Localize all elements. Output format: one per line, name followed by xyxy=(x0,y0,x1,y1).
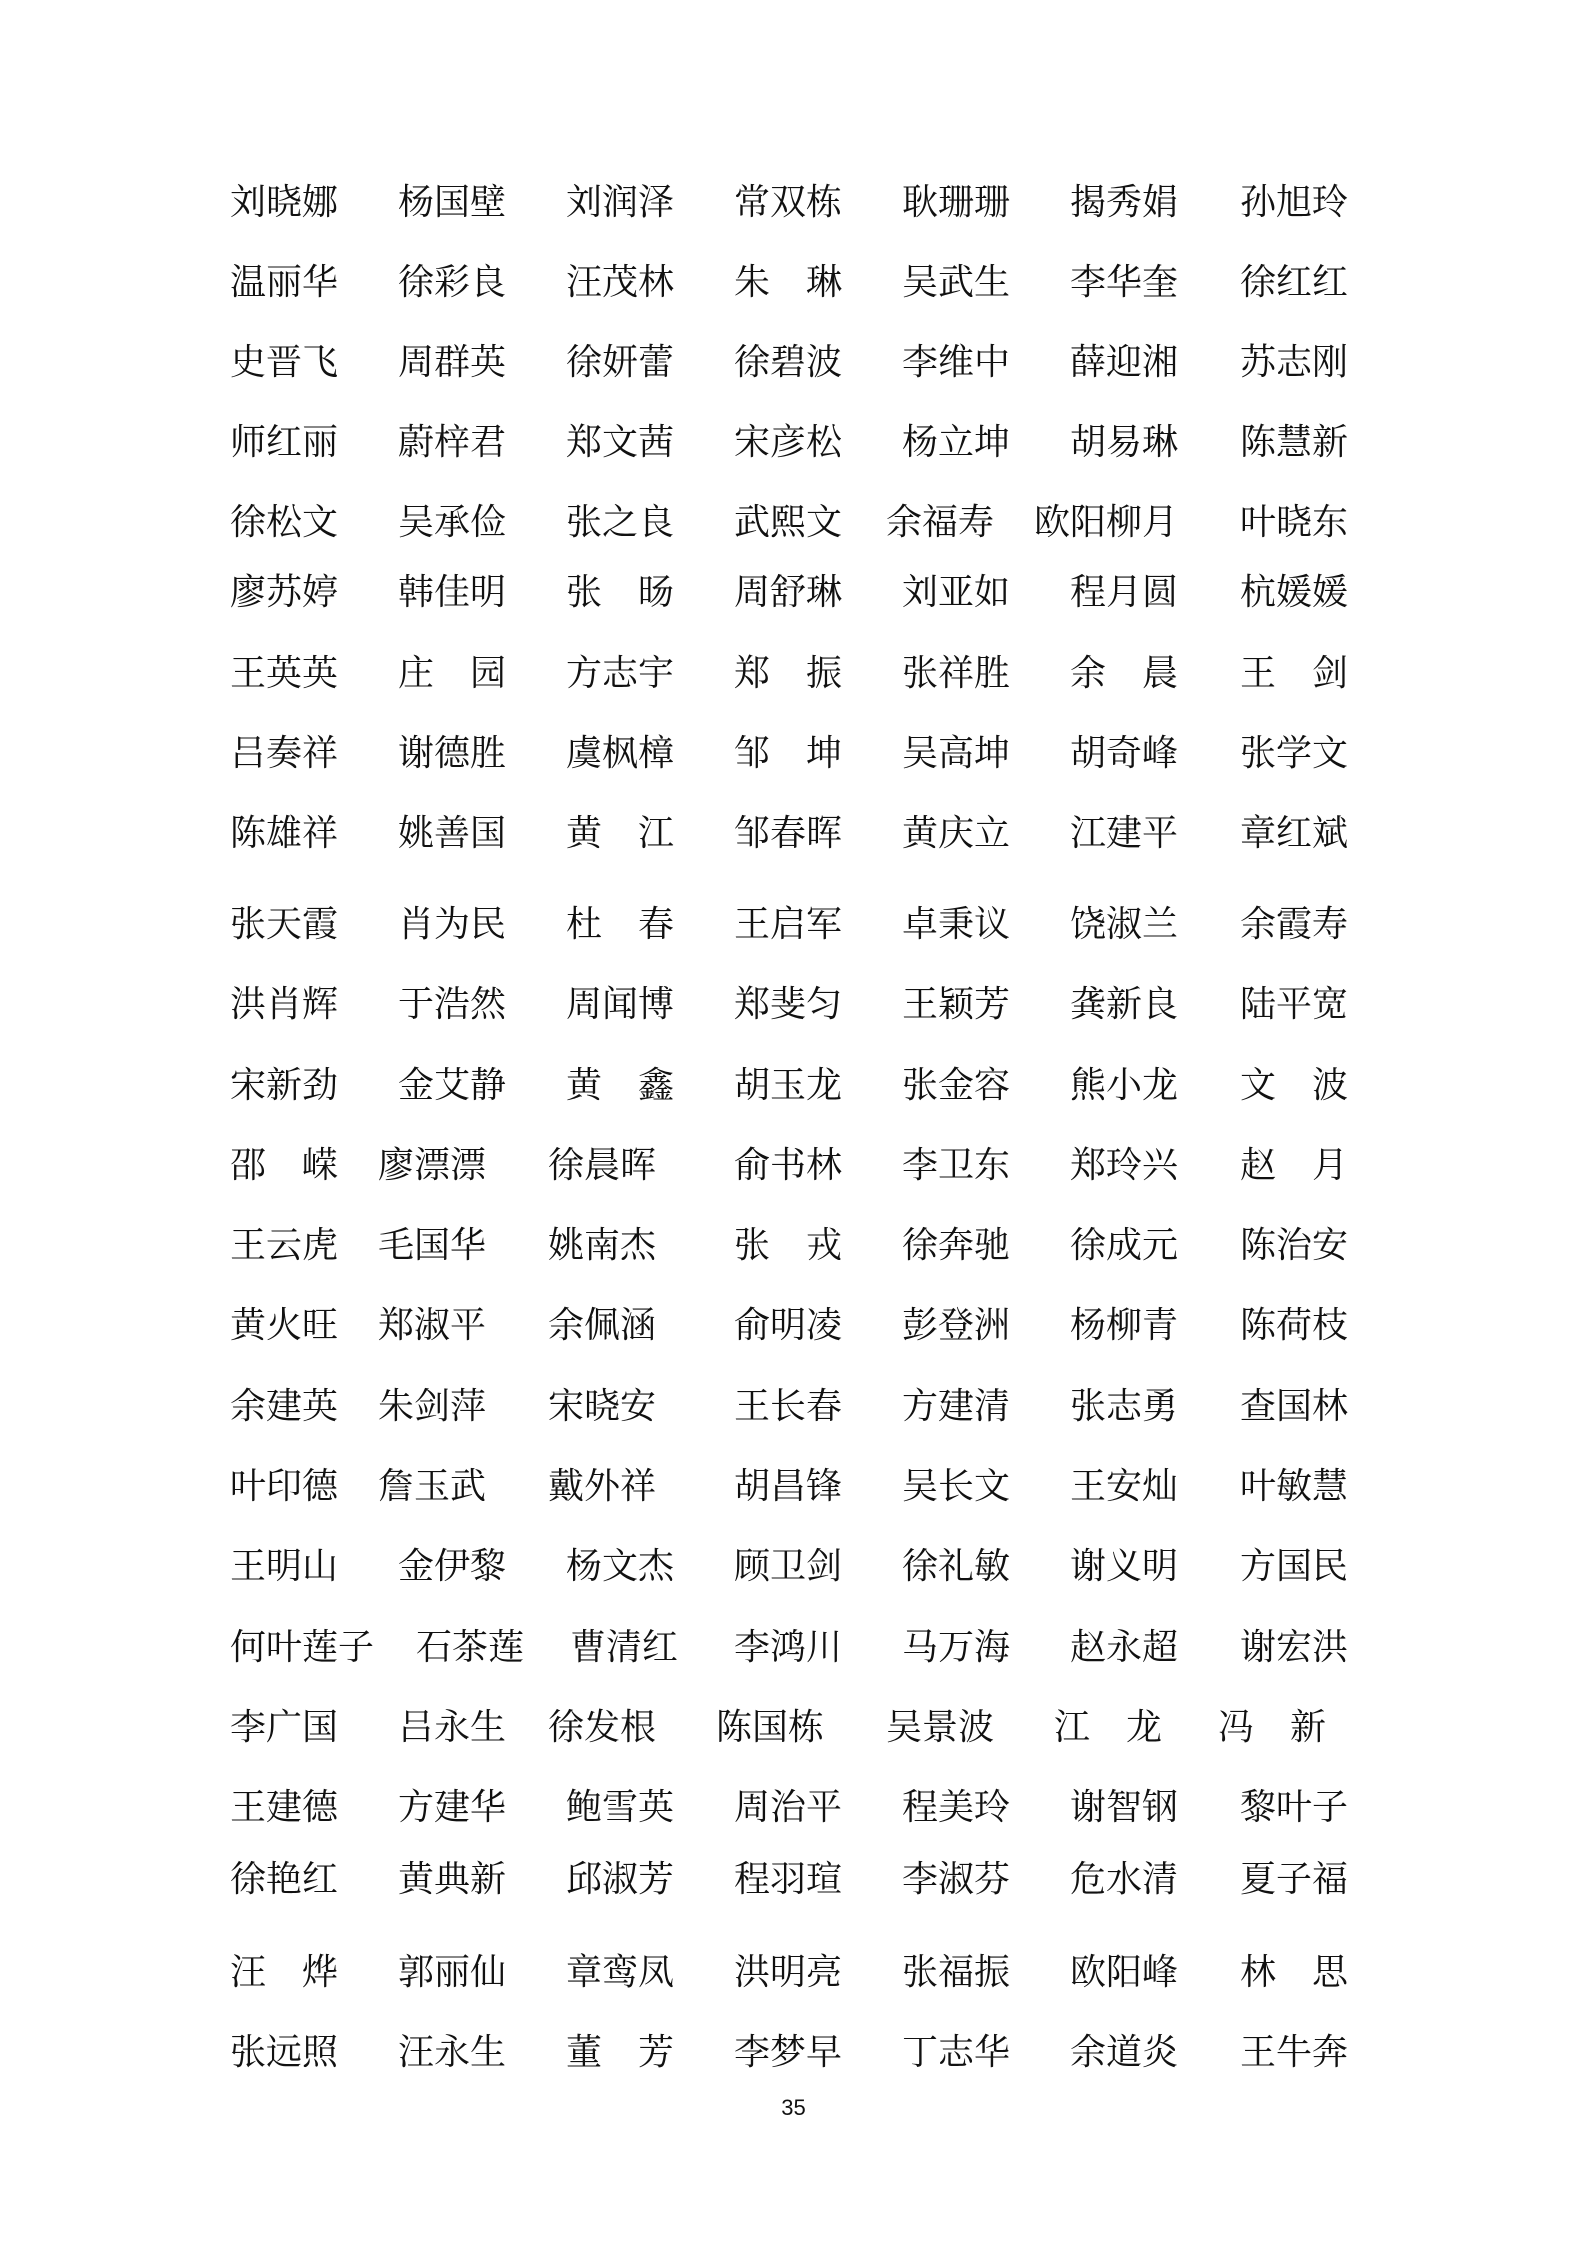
name-entry: 苏志刚 xyxy=(1240,342,1349,383)
name-entry: 金伊黎 xyxy=(398,1546,507,1587)
name-entry: 揭秀娟 xyxy=(1070,182,1179,223)
name-entry: 胡玉龙 xyxy=(734,1065,843,1106)
name-entry: 金艾静 xyxy=(398,1065,507,1106)
name-entry: 熊小龙 xyxy=(1070,1065,1179,1106)
name-entry: 徐妍蕾 xyxy=(566,342,675,383)
name-entry: 虞枫樟 xyxy=(566,733,675,774)
name-entry: 宋彦松 xyxy=(734,422,843,463)
name-entry: 黄火旺 xyxy=(230,1305,339,1346)
name-entry: 汪永生 xyxy=(398,2032,507,2073)
name-entry: 王英英 xyxy=(230,653,339,694)
name-entry: 周舒琳 xyxy=(734,572,843,613)
name-entry: 吕奏祥 xyxy=(230,733,339,774)
name-entry: 邱淑芳 xyxy=(566,1859,675,1900)
name-entry: 黄庆立 xyxy=(902,813,1011,854)
name-entry: 危水清 xyxy=(1070,1859,1179,1900)
name-entry: 杨立坤 xyxy=(902,422,1011,463)
name-entry: 文 波 xyxy=(1240,1065,1349,1106)
name-entry: 章鸾凤 xyxy=(566,1952,675,1993)
name-entry: 郭丽仙 xyxy=(398,1952,507,1993)
name-entry: 叶敏慧 xyxy=(1240,1466,1349,1507)
name-entry: 宋晓安 xyxy=(548,1386,657,1427)
name-entry: 冯 新 xyxy=(1218,1707,1327,1748)
name-entry: 程月圆 xyxy=(1070,572,1179,613)
name-entry: 张之良 xyxy=(566,502,675,543)
name-entry: 徐礼敏 xyxy=(902,1546,1011,1587)
name-entry: 余佩涵 xyxy=(548,1305,657,1346)
name-entry: 陈国栋 xyxy=(716,1707,825,1748)
name-entry: 汪 烨 xyxy=(230,1952,339,1993)
name-entry: 余建英 xyxy=(230,1386,339,1427)
name-entry: 陈治安 xyxy=(1240,1225,1349,1266)
name-entry: 戴外祥 xyxy=(548,1466,657,1507)
name-entry: 胡昌锋 xyxy=(734,1466,843,1507)
name-entry: 张福振 xyxy=(902,1952,1011,1993)
name-entry: 杨文杰 xyxy=(566,1546,675,1587)
name-entry: 张天霞 xyxy=(230,904,339,945)
name-entry: 王长春 xyxy=(734,1386,843,1427)
name-entry: 王云虎 xyxy=(230,1225,339,1266)
name-entry: 张学文 xyxy=(1240,733,1349,774)
name-entry: 夏子福 xyxy=(1240,1859,1349,1900)
name-entry: 吕永生 xyxy=(398,1707,507,1748)
page-number: 35 xyxy=(781,2095,806,2120)
name-entry: 吴高坤 xyxy=(902,733,1011,774)
name-entry: 李梦早 xyxy=(734,2032,843,2073)
name-entry: 彭登洲 xyxy=(902,1305,1011,1346)
name-entry: 王明山 xyxy=(230,1546,339,1587)
name-entry: 姚南杰 xyxy=(548,1225,657,1266)
name-entry: 方建清 xyxy=(902,1386,1011,1427)
name-entry: 郑 振 xyxy=(734,653,843,694)
name-entry: 王 剑 xyxy=(1240,653,1349,694)
name-entry: 李维中 xyxy=(902,342,1011,383)
name-entry: 邹春晖 xyxy=(734,813,843,854)
name-entry: 顾卫剑 xyxy=(734,1546,843,1587)
name-entry: 黄 江 xyxy=(566,813,675,854)
name-entry: 郑文茜 xyxy=(566,422,675,463)
name-entry: 李广国 xyxy=(230,1707,339,1748)
name-entry: 徐艳红 xyxy=(230,1859,339,1900)
name-entry: 丁志华 xyxy=(902,2032,1011,2073)
name-entry: 陆平宽 xyxy=(1240,984,1349,1025)
name-entry: 宋新劲 xyxy=(230,1065,339,1106)
name-entry: 李华奎 xyxy=(1070,262,1179,303)
name-entry: 谢德胜 xyxy=(398,733,507,774)
name-entry: 刘亚如 xyxy=(902,572,1011,613)
name-entry: 张志勇 xyxy=(1070,1386,1179,1427)
name-entry: 吴景波 xyxy=(886,1707,995,1748)
name-entry: 谢义明 xyxy=(1070,1546,1179,1587)
name-entry: 王建德 xyxy=(230,1787,339,1828)
name-entry: 王启军 xyxy=(734,904,843,945)
name-entry: 郑斐匀 xyxy=(734,984,843,1025)
name-entry: 陈慧新 xyxy=(1240,422,1349,463)
name-entry: 余霞寿 xyxy=(1240,904,1349,945)
name-entry: 朱 琳 xyxy=(734,262,843,303)
name-entry: 俞明凌 xyxy=(734,1305,843,1346)
name-entry: 蔚梓君 xyxy=(398,422,507,463)
name-entry: 鲍雪英 xyxy=(566,1787,675,1828)
name-entry: 杨国壁 xyxy=(398,182,507,223)
name-entry: 李淑芬 xyxy=(902,1859,1011,1900)
name-entry: 周闻博 xyxy=(566,984,675,1025)
name-entry: 徐奔驰 xyxy=(902,1225,1011,1266)
name-entry: 徐碧波 xyxy=(734,342,843,383)
name-entry: 张祥胜 xyxy=(902,653,1011,694)
name-entry: 常双栋 xyxy=(734,182,843,223)
name-entry: 黄 鑫 xyxy=(566,1065,675,1106)
name-entry: 张金容 xyxy=(902,1065,1011,1106)
name-entry: 周治平 xyxy=(734,1787,843,1828)
name-entry: 肖为民 xyxy=(398,904,507,945)
name-entry: 徐松文 xyxy=(230,502,339,543)
name-entry: 武熙文 xyxy=(734,502,843,543)
name-entry: 杨柳青 xyxy=(1070,1305,1179,1346)
name-entry: 周群英 xyxy=(398,342,507,383)
name-entry: 詹玉武 xyxy=(378,1466,487,1507)
name-entry: 方国民 xyxy=(1240,1546,1349,1587)
name-entry: 郑玲兴 xyxy=(1070,1145,1179,1186)
name-entry: 方建华 xyxy=(398,1787,507,1828)
name-entry: 张远照 xyxy=(230,2032,339,2073)
name-entry: 赵永超 xyxy=(1070,1627,1179,1668)
name-entry: 黎叶子 xyxy=(1240,1787,1349,1828)
name-entry: 汪茂林 xyxy=(566,262,675,303)
name-entry: 石茶莲 xyxy=(416,1627,525,1668)
name-entry: 陈雄祥 xyxy=(230,813,339,854)
name-entry: 曹清红 xyxy=(570,1627,679,1668)
name-entry: 李卫东 xyxy=(902,1145,1011,1186)
name-entry: 廖漂漂 xyxy=(378,1145,487,1186)
name-entry: 黄典新 xyxy=(398,1859,507,1900)
name-entry: 谢智钢 xyxy=(1070,1787,1179,1828)
name-entry: 程美玲 xyxy=(902,1787,1011,1828)
name-entry: 何叶莲子 xyxy=(230,1627,375,1668)
name-entry: 史晋飞 xyxy=(230,342,339,383)
name-entry: 韩佳明 xyxy=(398,572,507,613)
name-entry: 欧阳柳月 xyxy=(1034,502,1179,543)
name-entry: 朱剑萍 xyxy=(378,1386,487,1427)
name-entry: 龚新良 xyxy=(1070,984,1179,1025)
name-entry: 章红斌 xyxy=(1240,813,1349,854)
name-entry: 杭媛媛 xyxy=(1240,572,1349,613)
name-entry: 洪肖辉 xyxy=(230,984,339,1025)
name-entry: 廖苏婷 xyxy=(230,572,339,613)
name-entry: 洪明亮 xyxy=(734,1952,843,1993)
name-entry: 徐红红 xyxy=(1240,262,1349,303)
name-entry: 徐晨晖 xyxy=(548,1145,657,1186)
name-entry: 李鸿川 xyxy=(734,1627,843,1668)
name-entry: 马万海 xyxy=(902,1627,1011,1668)
name-entry: 余道炎 xyxy=(1070,2032,1179,2073)
name-entry: 郑淑平 xyxy=(378,1305,487,1346)
name-entry: 谢宏洪 xyxy=(1240,1627,1349,1668)
name-entry: 薛迎湘 xyxy=(1070,342,1179,383)
name-entry: 吴武生 xyxy=(902,262,1011,303)
name-entry: 姚善国 xyxy=(398,813,507,854)
name-entry: 孙旭玲 xyxy=(1240,182,1349,223)
name-entry: 余福寿 xyxy=(886,502,995,543)
name-entry: 胡易琳 xyxy=(1070,422,1179,463)
name-entry: 查国林 xyxy=(1240,1386,1349,1427)
name-entry: 刘润泽 xyxy=(566,182,675,223)
name-entry: 饶淑兰 xyxy=(1070,904,1179,945)
name-entry: 江 龙 xyxy=(1054,1707,1163,1748)
name-entry: 吴承俭 xyxy=(398,502,507,543)
name-entry: 杜 春 xyxy=(566,904,675,945)
name-entry: 邵 嵘 xyxy=(230,1145,339,1186)
name-entry: 程羽瑄 xyxy=(734,1859,843,1900)
name-entry: 张 戎 xyxy=(734,1225,843,1266)
name-entry: 欧阳峰 xyxy=(1070,1952,1179,1993)
name-entry: 卓秉议 xyxy=(902,904,1011,945)
name-entry: 温丽华 xyxy=(230,262,339,303)
name-entry: 叶晓东 xyxy=(1240,502,1349,543)
name-entry: 余 晨 xyxy=(1070,653,1179,694)
name-entry: 师红丽 xyxy=(230,422,339,463)
name-entry: 林 思 xyxy=(1240,1952,1349,1993)
name-entry: 邹 坤 xyxy=(734,733,843,774)
name-entry: 叶印德 xyxy=(230,1466,339,1507)
name-entry: 俞书林 xyxy=(734,1145,843,1186)
name-entry: 刘晓娜 xyxy=(230,182,339,223)
name-entry: 徐彩良 xyxy=(398,262,507,303)
name-entry: 江建平 xyxy=(1070,813,1179,854)
name-entry: 陈荷枝 xyxy=(1240,1305,1349,1346)
name-entry: 于浩然 xyxy=(398,984,507,1025)
name-entry: 徐发根 xyxy=(548,1707,657,1748)
name-entry: 徐成元 xyxy=(1070,1225,1179,1266)
name-entry: 耿珊珊 xyxy=(902,182,1011,223)
name-entry: 庄 园 xyxy=(398,653,507,694)
name-entry: 方志宇 xyxy=(566,653,675,694)
name-entry: 张 旸 xyxy=(566,572,675,613)
name-entry: 王颖芳 xyxy=(902,984,1011,1025)
name-entry: 董 芳 xyxy=(566,2032,675,2073)
name-entry: 王安灿 xyxy=(1070,1466,1179,1507)
name-entry: 胡奇峰 xyxy=(1070,733,1179,774)
name-entry: 毛国华 xyxy=(378,1225,487,1266)
name-entry: 赵 月 xyxy=(1240,1145,1349,1186)
name-entry: 王牛奔 xyxy=(1240,2032,1349,2073)
name-entry: 吴长文 xyxy=(902,1466,1011,1507)
